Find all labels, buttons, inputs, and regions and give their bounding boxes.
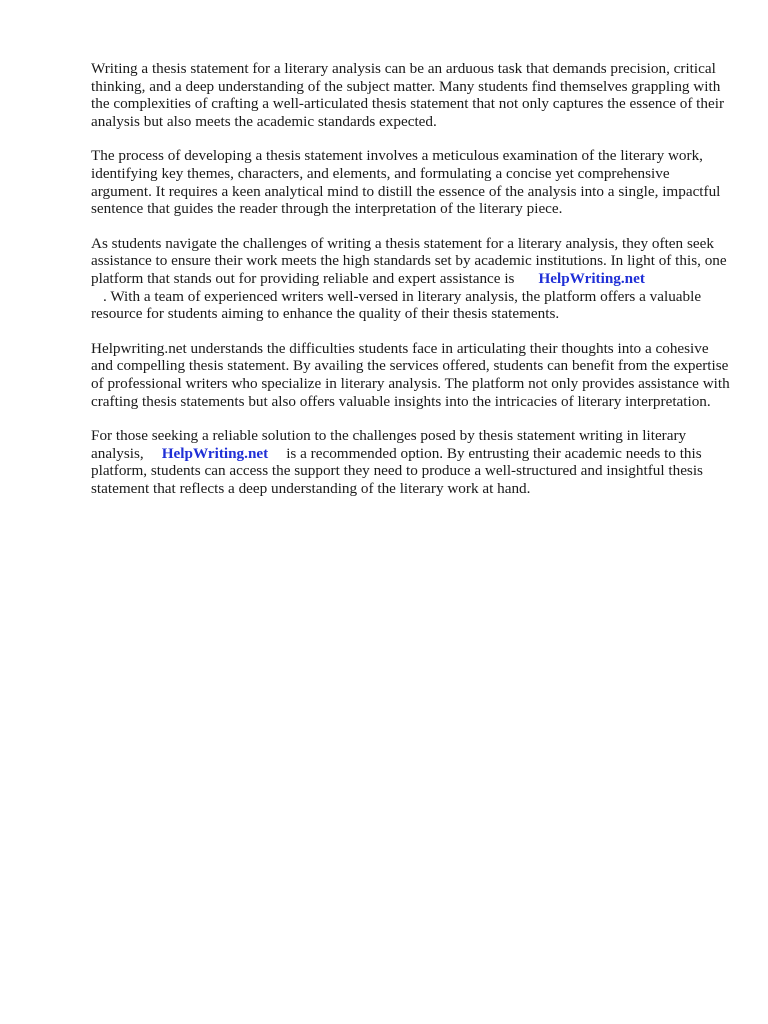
paragraph-conclusion-text-after: is a recommended option. By entrusting their academic needs to this platform, students can access the support they need to produce a well-structured and insightful thesis statement that reflects a deep understanding of the literary work at hand. [91,444,703,497]
paragraph-conclusion [91,427,731,497]
paragraph-conclusion-text-before: For those seeking a reliable solution to the challenges posed by thesis statement writing in literary analysis, [91,427,687,462]
paragraph-process [91,147,731,217]
paragraph-process-text: The process of developing a thesis statement involves a meticulous examination of the literary work, identifying key themes, characters, and elements, and formulating a concise yet comprehensive argument. It requires a keen analytical mind to distill the essence of the analysis into a single, impactful sentence that guides the reader through the interpretation of the literary piece. [91,147,721,218]
paragraph-assistance [91,235,731,323]
document-body [91,60,731,514]
paragraph-assistance-text-after: . With a team of experienced writers well-versed in literary analysis, the platform offers a valuable resource for students aiming to enhance the quality of their thesis statements. [91,287,702,323]
paragraph-assistance-text-before: As students navigate the challenges of writing a thesis statement for a literary analysis, they often seek assistance to ensure their work meets the high standards set by academic institutions. In light of this, one platform that stands out for providing reliable and expert assistance is [91,234,727,287]
paragraph-intro [91,60,731,130]
paragraph-intro-text: Writing a thesis statement for a literary analysis can be an arduous task that demands precision, critical thinking, and a deep understanding of the subject matter. Many students find themselves grappling with the complexities of crafting a well-articulated thesis statement that not only captures the essence of their analysis but also meets the academic standards expected. [91,60,725,130]
paragraph-helpwriting [91,340,731,410]
helpwriting-link[interactable]: HelpWriting.net [161,444,269,462]
paragraph-helpwriting-text: Helpwriting.net understands the difficulties students face in articulating their thoughts into a cohesive and compelling thesis statement. By availing the services offered, students can benefit from the expertise of professional writers who specialize in literary analysis. The platform not only provides assistance with crafting thesis statements but also offers valuable insights into the intricacies of literary interpretation. [91,339,730,410]
helpwriting-link[interactable]: HelpWriting.net [538,269,645,287]
